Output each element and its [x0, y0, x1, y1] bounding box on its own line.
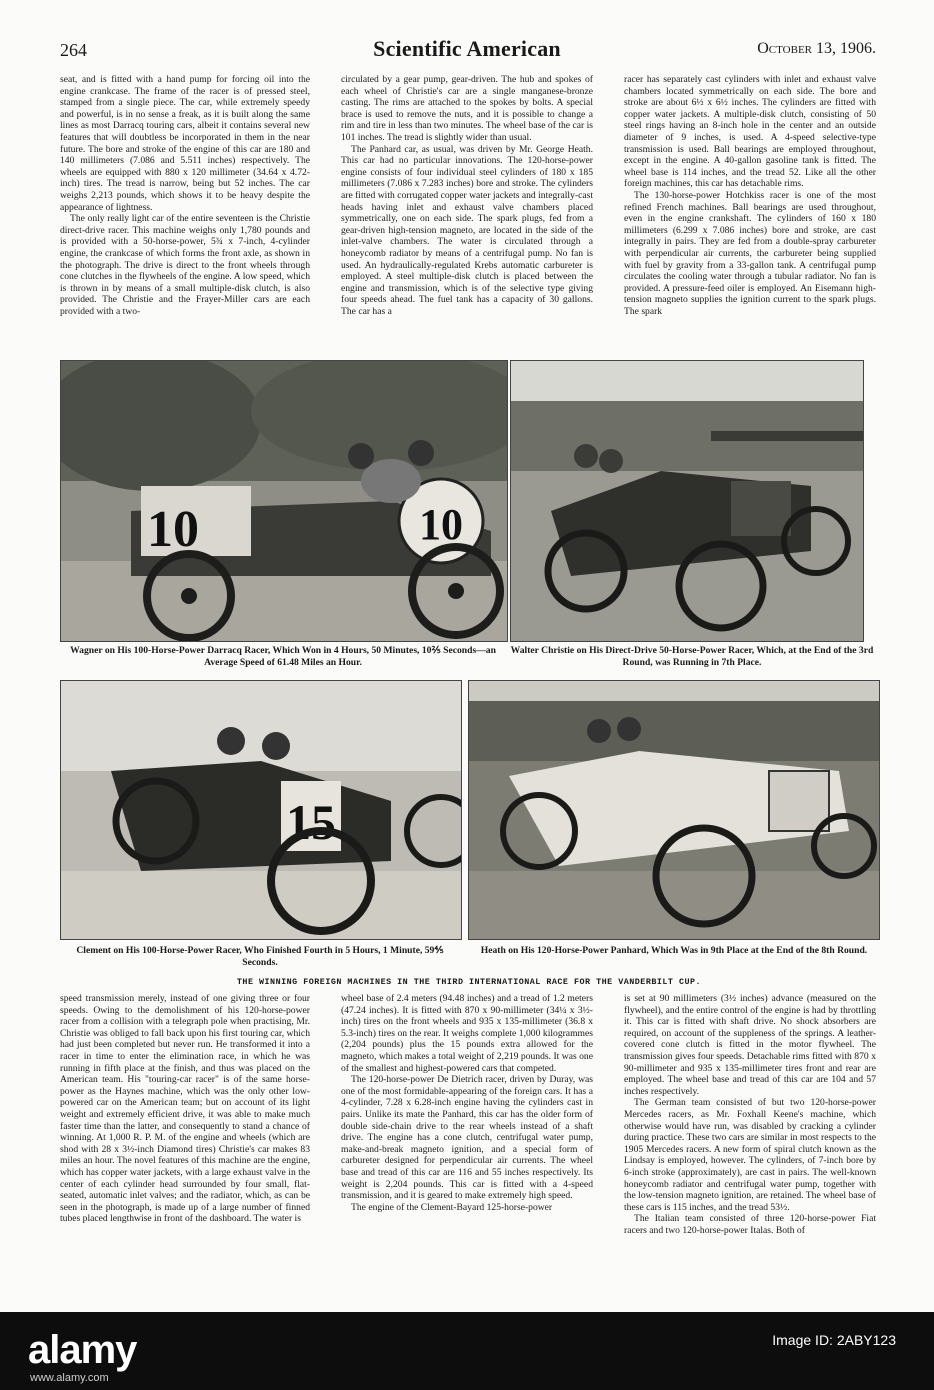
photo-darracq-racer	[60, 360, 508, 642]
text-column-1	[60, 74, 310, 317]
text-column-2	[341, 74, 593, 317]
caption-heath: Heath on His 120-Horse-Power Panhard, Which Was in 9th Place at the End of the 8th Round.	[480, 945, 868, 956]
photo-christie-racer	[510, 360, 864, 642]
caption-darracq: Wagner on His 100-Horse-Power Darracq Racer, Which Won in 4 Hours, 50 Minutes, 10⅖ Seconds—an Average Speed of 61.48 Miles an Hour.	[70, 645, 496, 668]
paragraph: The engine of the Clement-Bayard 125-horse-power	[351, 1201, 553, 1213]
alamy-logo: alamy	[28, 1328, 137, 1372]
paragraph: The 130-horse-power Hotchkiss racer is one of the most refined French machines. Ball bearings are used throughout, even in the engine crankshaft. The cylinders of 160 x 180 millimeters (6.299 x 7.086 inches) bore and stroke, are cast integrally in pairs. They are fed from a double-spray carbureter with perpendicular air currents, the carbureter being supplied with fuel by gravity from a 33-gallon tank. A centrifugal pump circulates the cooling water through a tubular radiator. No fan is provided. A pressure-feed oiler is employed. An Eisemann high-tension magneto supplies the ignition current to the spark plugs. The spark	[624, 189, 876, 317]
paragraph: circulated by a gear pump, gear-driven. The hub and spokes of each wheel of Christie's car are a single manganese-bronze casting. The rims are attached to the spokes by bolts. A special brace is used to remove the nuts, and it is possible to change a rim and tire in less than two minutes. The wheel base of the car is 101 inches. The tread is slightly wider than usual.	[341, 74, 593, 143]
text-column-5	[341, 993, 593, 1213]
masthead: Scientific American	[373, 36, 561, 61]
car-number-10-plate: 10	[147, 501, 199, 558]
car-number-10-circle: 10	[419, 500, 463, 549]
figure-banner-title: THE WINNING FOREIGN MACHINES IN THE THIRD INTERNATIONAL RACE FOR THE VANDERBILT CUP.	[236, 977, 702, 987]
text-column-3	[624, 74, 876, 317]
car-number-15: 15	[286, 794, 336, 850]
paragraph: wheel base of 2.4 meters (94.48 inches) and a tread of 1.2 meters (47.24 inches). It is fitted with 870 x 90-millimeter (34¼ x 3½-inch) tires on the front wheels and 935 x 135-millimeter (36.8 x 5.3-inch) tires on the rear. It weighs complete 1,000 kilogrammes (2,204 pounds) plus the 15 pounds extra allowed for the magneto, which makes a total weight of 2,219 pounds. It was one of the smallest and highest-powered cars that competed.	[341, 993, 593, 1074]
caption-christie: Walter Christie on His Direct-Drive 50-Horse-Power Racer, Which, at the End of the 3rd Round, was Running in 7th Place.	[510, 645, 874, 668]
photo-clement-racer	[60, 680, 462, 940]
photo-panhard-racer	[468, 680, 880, 940]
watermark-bar	[0, 1312, 934, 1390]
paragraph: is set at 90 millimeters (3½ inches) advance (measured on the flywheel), and the entire control of the engine is had by throttling it. This car is fitted with shaft drive. No shock absorbers are required, on account of the suppleness of the springs. A leather-covered cone clutch is fitted in the motor flywheel. The transmission gives four speeds. Detachable rims fitted with 870 x 90-millimeter and 935 x 135-millimeter tires front and rear are employed. The wheel base and tread of this car are 104 and 57 inches respectively.	[624, 993, 876, 1097]
paragraph: seat, and is fitted with a hand pump for forcing oil into the engine crankcase. The frame of the racer is of pressed steel, stamped from a single piece. The car, while extremely speedy and powerful, is in no sense a freak, as it is built along the same lines as most Darracq touring cars, albeit it contains several new features that will doubtless be incorporated in them in the near future. The bore and stroke of the engine of this car are 180 and 140 millimeters (7.086 and 5.511 inches) respectively. The wheels are equipped with 880 x 120 millimeter (34.64 x 4.72-inch) tires. The tread is narrow, being but 52 inches. The car weighs 2,213 pounds, which shows it to be heavy despite the appearance of lightness.	[60, 74, 310, 213]
paragraph: The 120-horse-power De Dietrich racer, driven by Duray, was one of the most formidable-appearing of the foreign cars. It has a 4-cylinder, 7.28 x 6.28-inch engine having the cylinders cast in pairs. Unlike its mate the Panhard, this car has the older form of double side-chain drive to the rear wheels instead of a shaft drive. The engine has a cone clutch, centrifugal water pump, make-and-break magneto ignition, and a special form of carbureter designed for perpendicular air currents. The wheel base and tread of this car are 116 and 55 inches respectively. Its weight is 2,204 pounds. This car is fitted with a 4-speed transmission, and it is geared to make extremely high speed.	[341, 1074, 593, 1202]
paragraph: The only really light car of the entire seventeen is the Christie direct-drive racer. This machine weighs only 1,780 pounds and is provided with a 50-horse-power, 5¾ x 7-inch, 4-cylinder engine, the crankcase of which forms the front axle, as shown in the photograph. The drive is direct to the front wheels through cone clutches in the flywheels of the engine. A low speed, which is thrown in by means of a small multiple-disk clutch, is also provided. The Christie and the Frayer-Miller cars are each provided with a two-	[60, 213, 310, 317]
page-number: 264	[60, 40, 87, 60]
paragraph: speed transmission merely, instead of one giving three or four speeds. Owing to the demolishment of his 120-horse-power racer from a collision with a telegraph pole when practising, Mr. Christie was obliged to fall back upon his first touring car, which had just been completed but never run. He transformed it into a racer in time to enter the elimination race, in which he was running in fifth place at the finish, and thus was placed on the American team. His "touring-car racer" is of the same horse-power as the Haynes machine, which was the only other low-powered car on the American team; but on account of its light weight and extremely efficient drive, it was able to make much faster time than the latter, and consequently to stand a chance of winning. At 1,000 R. P. M. of the engine and wheels (which are shod with 28 x 3½-inch Diamond tires) Christie's car makes 83 miles an hour. The novel features of this machine are the engine, which has copper water jackets, with a large exhaust valve in the center of each cylinder head surrounded by four small, flat-seated, automatic inlet valves; and the radiator, which, as can be seen in the photograph, is made up of a large number of finned tubes placed lengthwise in front of the dashboard. The water is	[60, 993, 310, 1225]
paragraph: The Italian team consisted of three 120-horse-power Fiat racers and two 120-horse-power Italas. Both of	[624, 1213, 876, 1236]
image-id-label: Image ID: 2ABY123	[772, 1332, 896, 1348]
paragraph: racer has separately cast cylinders with inlet and exhaust valve chambers located symmetrically on each side. The bore and stroke are about 6½ x 6½ inches. The cylinders are fitted with copper water jackets. A multiple-disk clutch, consisting of 50 steel rings having an 8-inch hole in the center and an outside diameter of 9 inches, is used. A 4-speed selective-type transmission is used. Ball bearings are employed throughout, except in the engine. A 40-gallon gasoline tank is fitted. The wheel base is 114 inches, and the tread 52. Like all the other foreign machines, this car has detachable rims.	[624, 74, 876, 190]
alamy-url: www.alamy.com	[30, 1372, 109, 1384]
paragraph: The Panhard car, as usual, was driven by Mr. George Heath. This car had no particular innovations. The 120-horse-power engine consists of four individual steel cylinders of 180 x 185 millimeters (7.086 x 7.283 inches) bore and stroke. The cylinders are fitted with corrugated copper water jackets and integrally-cast heads having inlet and exhaust valve chambers placed symmetrically, one on each side. The spark plugs, fed from a gear-driven high-tension magneto, are located in the side of the inlet-valve chambers. The water is circulated through a honeycomb radiator by means of a centrifugal pump. No fan is used. An hydraulically-regulated Krebs automatic carbureter is employed. A steel multiple-disk clutch is placed between the engine and transmission, which is of the selective type giving four speeds ahead. The fuel tank has a capacity of 30 gallons. The car has a	[341, 143, 593, 317]
issue-date: October 13, 1906.	[757, 40, 876, 57]
text-column-4	[60, 993, 310, 1225]
paragraph: The German team consisted of but two 120-horse-power Mercedes racers, as Mr. Foxhall Keene's machine, which otherwise would have run, was disabled by cracking a cylinder during practice. These two cars are similar in most respects to the 1905 Mercedes racers. A new form of spiral clutch known as the Lindsay is employed, however. The cylinders, of 7-inch bore by 6-inch stroke (approximately), are cast in pairs. The well-known honeycomb radiator and centrifugal water pump, together with the low-tension magneto ignition, are retained. The wheel base of these cars is 115 inches, and the tread 53½.	[624, 1097, 876, 1213]
text-column-6	[624, 993, 876, 1236]
caption-clement: Clement on His 100-Horse-Power Racer, Who Finished Fourth in 5 Hours, 1 Minute, 59⅘ Seconds.	[76, 945, 444, 968]
